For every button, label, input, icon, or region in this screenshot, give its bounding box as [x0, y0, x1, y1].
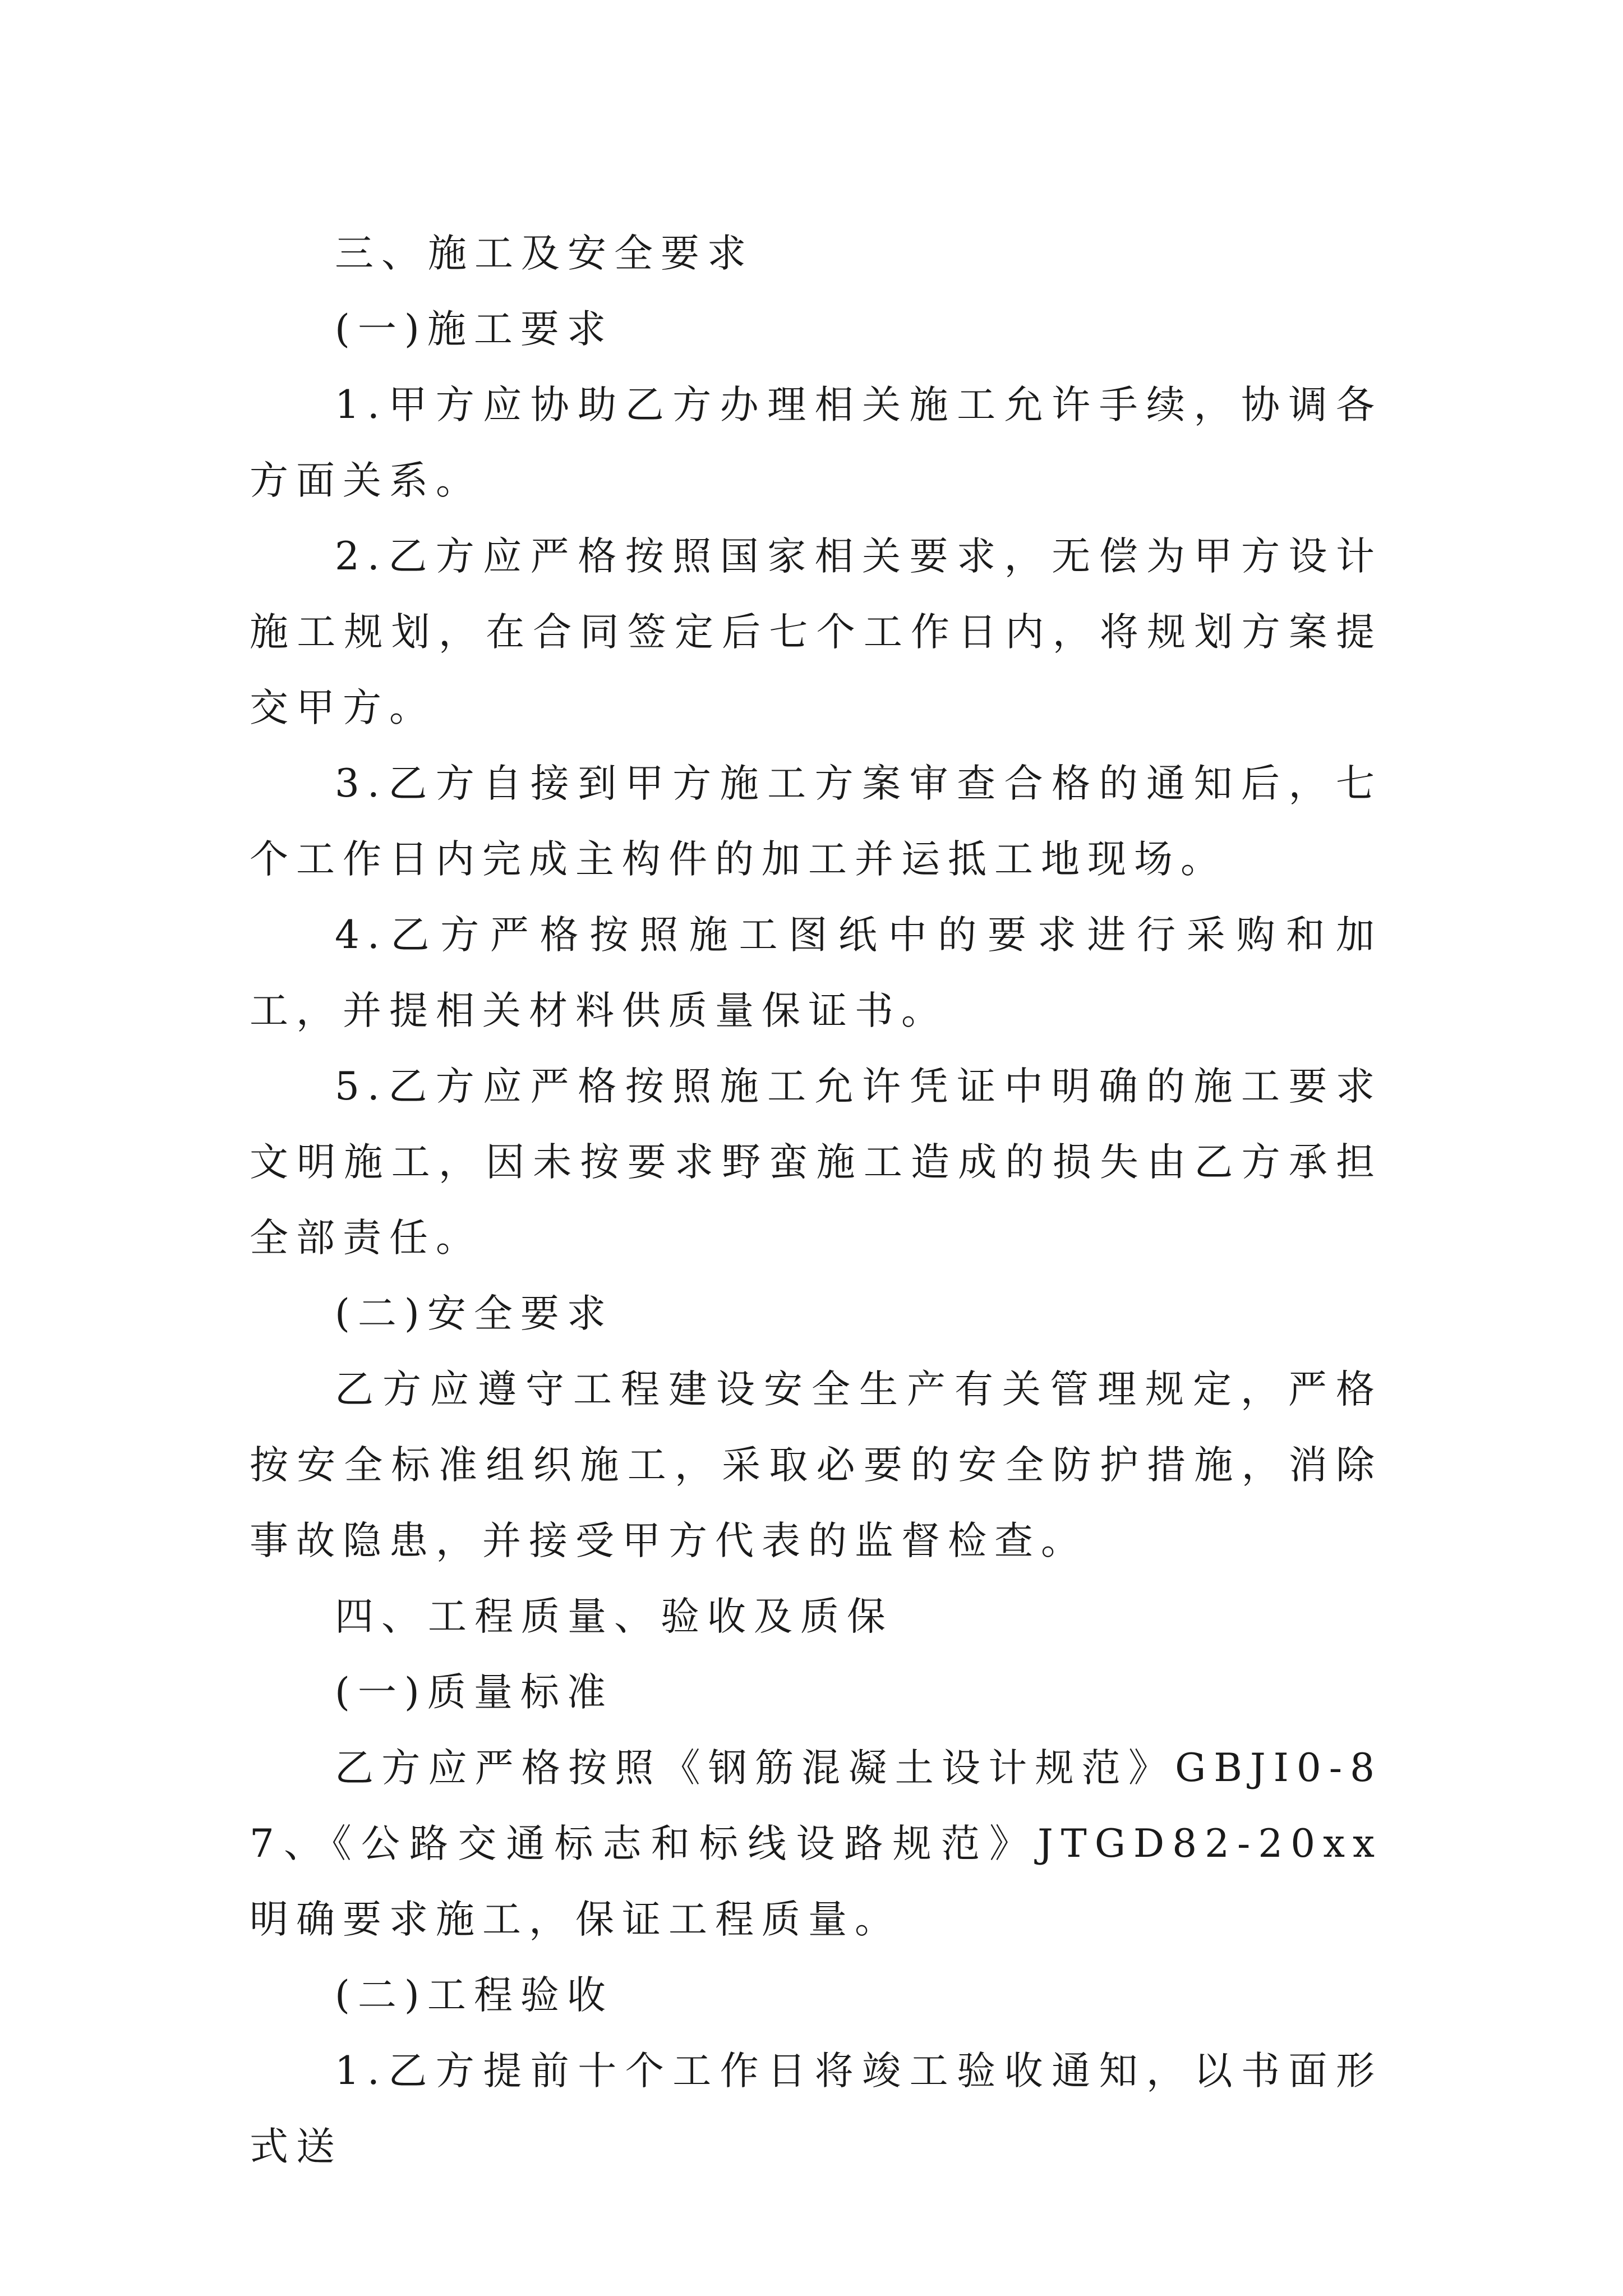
section-heading: 三、施工及安全要求 — [335, 231, 754, 276]
body-paragraph: 乙方应遵守工程建设安全生产有关管理规定，严格按安全标准组织施工，采取必要的安全防护措施，消除事故隐患，并接受甲方代表的监督检查。 — [250, 1367, 1382, 1563]
body-paragraph: 3.乙方自接到甲方施工方案审查合格的通知后，七个工作日内完成主构件的加工并运抵工地现场。 — [250, 761, 1382, 882]
body-paragraph: 1.甲方应协助乙方办理相关施工允许手续，协调各方面关系。 — [250, 383, 1382, 503]
body-paragraph: 2.乙方应严格按照国家相关要求，无偿为甲方设计施工规划，在合同签定后七个工作日内，将规划方案提交甲方。 — [250, 534, 1382, 730]
body-paragraph: 1.乙方提前十个工作日将竣工验收通知，以书面形式送 — [250, 2049, 1382, 2169]
body-paragraph: 5.乙方应严格按照施工允许凭证中明确的施工要求文明施工，因未按要求野蛮施工造成的损失由乙方承担全部责任。 — [250, 1064, 1382, 1260]
body-paragraph: 乙方应严格按照《钢筋混凝土设计规范》GBJI0-87、《公路交通标志和标线设路规范》JTGD82-20xx明确要求施工，保证工程质量。 — [250, 1746, 1382, 1942]
document-body — [250, 216, 1382, 2185]
subsection-heading: (一)施工要求 — [335, 307, 614, 352]
body-paragraph: 4.乙方严格按照施工图纸中的要求进行采购和加工，并提相关材料供质量保证书。 — [250, 913, 1382, 1033]
subsection-heading: (二)工程验收 — [335, 1973, 614, 2018]
subsection-heading: (一)质量标准 — [335, 1670, 614, 1715]
section-heading: 四、工程质量、验收及质保 — [335, 1594, 893, 1639]
subsection-heading: (二)安全要求 — [335, 1291, 614, 1336]
